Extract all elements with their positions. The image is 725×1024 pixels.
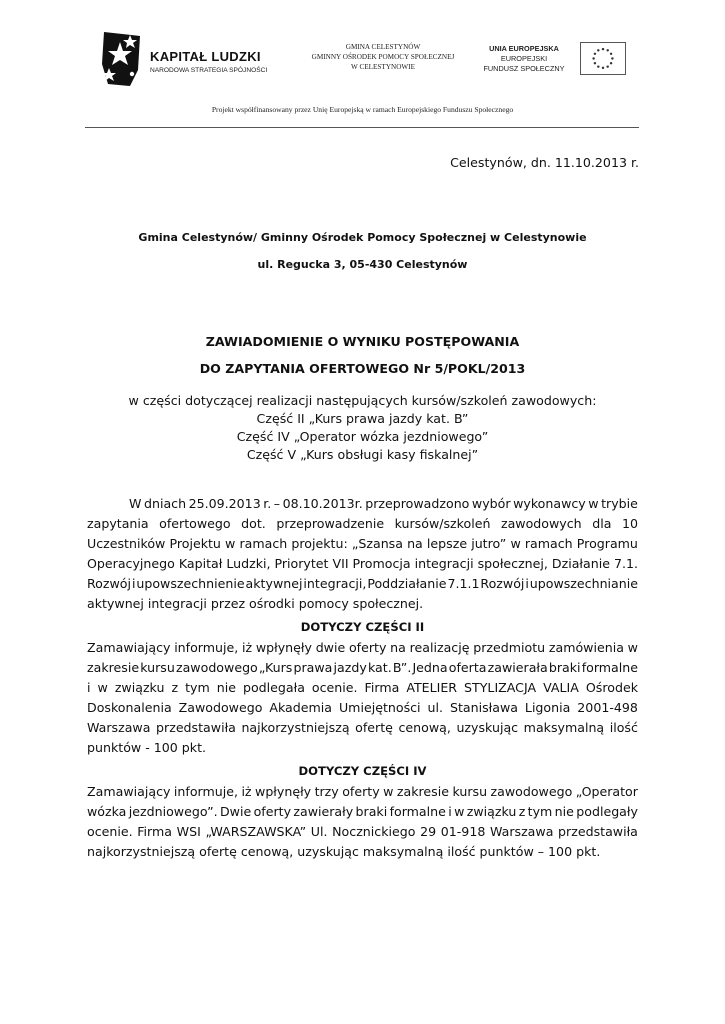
word: dwie [315,640,346,655]
paragraph-part-2 [87,638,638,758]
word: zawierały [293,804,354,819]
word: integracji [414,556,474,571]
word: „WARSZAWSKA” [205,824,307,839]
word: STYLIZACJA [464,680,537,695]
header-divider [85,127,639,128]
word: Rozwój [87,576,132,591]
word: w [97,680,108,695]
word: związku [114,680,165,695]
word: upowszechnienie [136,576,245,591]
word: prawa [293,660,333,675]
word: z [518,804,526,819]
gmina-header-text [298,42,468,72]
word: Doskonalenia [87,700,172,715]
paragraph-line: punktów - 100 pkt. [87,740,207,755]
word: jutro” [471,536,507,551]
word: Ośrodek [585,680,638,695]
word: ocenie. [87,824,133,839]
word: informuje, [174,640,239,655]
word: związku [466,804,517,819]
word: ul. [427,700,443,715]
eu-line: UNIA EUROPEJSKA [489,44,559,53]
paragraph-procedure [87,494,638,614]
paragraph-line [87,514,638,534]
word: trybie [601,496,638,511]
word: WSI [176,824,201,839]
word: zakresie [396,784,449,799]
word: Kapitał [178,556,223,571]
word: ofertowego [159,516,231,531]
word: 25.09.2013 [188,496,261,511]
word: podlegała [242,680,305,695]
word: „Kurs [258,660,293,675]
word: przedstawiła [558,824,638,839]
word: wpłynęły [255,784,312,799]
paragraph-line [87,554,638,574]
word: i [448,804,452,819]
word: Warszawa [489,824,554,839]
word: kat. [367,660,392,675]
word: nie [554,804,574,819]
word: 01-918 [440,824,486,839]
paragraph-line: najkorzystniejszą ofertę cenową, uzyskując maksymalną ilość punktów – 100 pkt. [87,844,601,859]
word: realizację [409,640,470,655]
word: zakresie [87,660,140,675]
word: ramach [524,536,573,551]
word: przedstawiła [156,720,236,735]
word: oferta [448,660,487,675]
word: r. [263,496,272,511]
word: jezdniowego”. [128,804,218,819]
word: ATELIER [406,680,458,695]
word: 7.1. [613,556,638,571]
word: Zawodowego [178,700,263,715]
word: 10 [621,516,638,531]
word: ilość [609,720,638,735]
letterhead [100,26,630,88]
word: Poddziałanie [367,576,447,591]
word: w [627,640,638,655]
intro-line: w części dotyczącej realizacji następujących kursów/szkoleń zawodowych: [128,393,597,408]
word: i [525,576,529,591]
cofinancing-note: Projekt współfinansowany przez Unię Europejską w ramach Europejskiego Funduszu Społecznego [211,105,514,114]
eu-line: FUNDUSZ SPOŁECZNY [483,64,565,73]
word: dot. [241,516,266,531]
word: Nocznickiego [332,824,416,839]
word: formalne [389,804,446,819]
word: iż [242,640,253,655]
word: oferty [253,804,292,819]
word: Priorytet [274,556,329,571]
word: dniach [143,496,187,511]
word: nie [216,680,236,695]
word: Ludzki, [226,556,271,571]
word: najkorzystniejszą [241,720,350,735]
word: w [225,536,236,551]
word: ofertę [355,720,393,735]
word: cenową, [398,720,451,735]
word: oferty [348,640,387,655]
word: projektu: [291,536,348,551]
word: „Operator [575,784,638,799]
paragraph-line [87,678,638,698]
word: Rozwój [480,576,525,591]
date-line: Celestynów, dn. 11.10.2013 r. [450,155,639,170]
word: i [87,680,91,695]
word: wpłynęły [255,640,312,655]
word: ocenie. [311,680,358,695]
word: w [510,536,521,551]
word: podlegały [576,804,638,819]
paragraph-line [87,718,638,738]
eu-line: EUROPEJSKI [500,54,548,63]
document-title: ZAWIADOMIENIE O WYNIKU POSTĘPOWANIA [205,334,520,349]
eu-logo [478,41,628,79]
word: iż [241,784,252,799]
word: zamówienia [548,640,624,655]
word: lepsze [426,536,468,551]
word: braki [355,804,388,819]
word: na [407,536,423,551]
word: VII [332,556,349,571]
word: tym [527,804,553,819]
word: Promocja [352,556,411,571]
word: maksymalną [523,720,605,735]
word: Akademia [269,700,333,715]
intro-line: Część II „Kurs prawa jazdy kat. B” [256,411,469,426]
word: ramach [239,536,288,551]
kapital-ludzki-logo [100,30,285,88]
addressee-line: Gmina Celestynów/ Gminny Ośrodek Pomocy Społecznej w Celestynowie [138,231,587,244]
word: Jedna [412,660,448,675]
word: 08.10.2013r. [282,496,363,511]
intro-line: Część IV „Operator wózka jezdniowego” [236,429,489,444]
word: 2001-498 [577,700,638,715]
word: Uczestników [87,536,166,551]
section-heading-part-2: DOTYCZY CZĘŚCI II [300,620,425,634]
word: przedmiotu [473,640,546,655]
word: społecznej, [477,556,548,571]
paragraph-line [87,534,638,554]
word: w [588,496,599,511]
word: upowszechnianie [529,576,638,591]
word: oferty [342,784,380,799]
word: z [171,680,179,695]
word: kursów/szkoleń [394,516,491,531]
word: Ul. [310,824,328,839]
word: „Szansa [351,536,403,551]
word: wybór [471,496,511,511]
word: tym [185,680,210,695]
word: Umiejętności [338,700,421,715]
word: i [131,576,136,591]
word: Projektu [169,536,221,551]
word: integracji, [303,576,367,591]
eu-logo-text [478,44,570,74]
word: na [390,640,406,655]
word: przeprowadzenie [276,516,385,531]
kapital-ludzki-star-icon [100,30,144,88]
word: jazdy [333,660,367,675]
word: aktywnej [245,576,303,591]
word: Ligonia [524,700,571,715]
eu-flag-icon [580,42,626,75]
word: kursu [140,660,175,675]
word: trzy [314,784,339,799]
paragraph-line [87,822,638,842]
word: braki [548,660,581,675]
word: Warszawa [87,720,151,735]
word: zawodowego [175,660,258,675]
intro-block [0,392,725,464]
word: Zamawiający [87,784,171,799]
word: VALIA [543,680,579,695]
intro-line: Część V „Kurs obsługi kasy fiskalnej” [246,447,479,462]
paragraph-line [87,802,638,822]
word: kursu [452,784,488,799]
word: formalne [581,660,638,675]
word: w [454,804,465,819]
word: Stanisława [449,700,518,715]
gmina-line: GMINNY OŚRODEK POMOCY SPOŁECZNEJ [311,53,455,61]
word: wykonawcy [513,496,586,511]
word: Dwie [219,804,252,819]
word: przeprowadzono [365,496,470,511]
paragraph-line: aktywnej integracji przez ośrodki pomocy społecznej. [87,596,424,611]
word: B”. [392,660,412,675]
document-subtitle: DO ZAPYTANIA OFERTOWEGO Nr 5/POKL/2013 [199,361,526,376]
word: zawodowego [490,784,573,799]
gmina-line: GMINA CELESTYNÓW [345,43,421,51]
paragraph-line [87,638,638,658]
word: uzyskując [456,720,519,735]
paragraph-line [87,574,638,594]
word: Operacyjnego [87,556,175,571]
word: zawodowych [500,516,582,531]
addressee-address: ul. Regucka 3, 05-430 Celestynów [257,258,468,271]
paragraph-line [87,494,638,514]
paragraph-line [87,698,638,718]
logo-subtitle: NARODOWA STRATEGIA SPÓJNOŚCI [150,67,268,74]
word: Zamawiający [87,640,171,655]
word: informuje, [173,784,238,799]
section-heading-part-4: DOTYCZY CZĘŚCI IV [298,764,427,778]
word: – [273,496,281,511]
word: Działanie [551,556,610,571]
word: 7.1.1 [447,576,480,591]
gmina-line: W CELESTYNOWIE [351,63,415,71]
paragraph-line [87,658,638,678]
word: w [383,784,394,799]
word: zawierała [487,660,548,675]
paragraph-line [87,782,638,802]
word: W [129,496,142,511]
paragraph-part-4 [87,782,638,862]
word: Programu [576,536,638,551]
word: wózka [87,804,127,819]
word: Firma [137,824,173,839]
word: dla [592,516,612,531]
word: zapytania [87,516,149,531]
word: 29 [420,824,437,839]
word: Firma [364,680,400,695]
logo-title: KAPITAŁ LUDZKI [150,49,261,64]
